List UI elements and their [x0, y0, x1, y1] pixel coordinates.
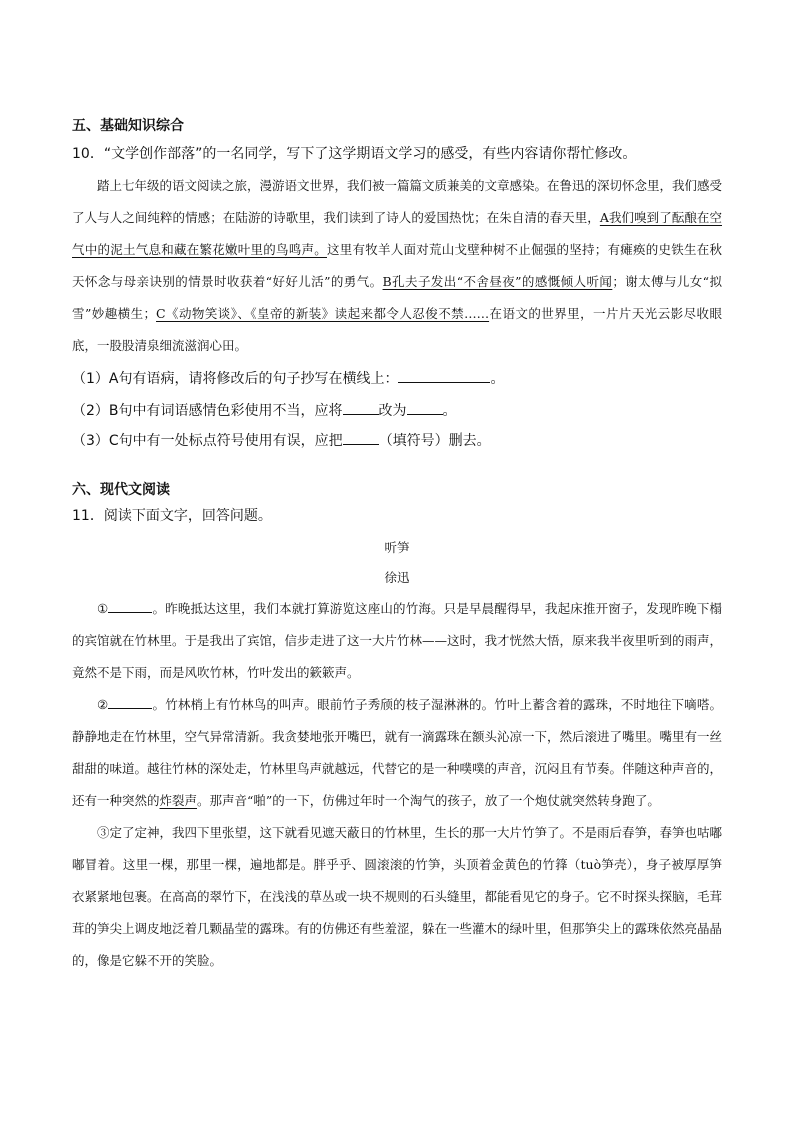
article-paragraph-3 [72, 817, 722, 977]
article-body [72, 593, 722, 977]
article-title: 听笋 [384, 540, 410, 555]
article-paragraph-1 [72, 593, 722, 689]
paragraph-text: ③定了定神，我四下里张望，这下就看见遮天蔽日的竹林里，生长的那一大片竹笋了。不是雨后春笋，春笋也咕嘟嘟冒着。这里一棵，那里一棵，遍地都是。胖乎乎、圆滚滚的竹笋，头顶着金黄色的竹箨（tuò笋壳），身子被厚厚笋衣紧紧地包裹。在高高的翠竹下，在浅浅的草丛或一块不规则的石头缝里，都能看见它的身子。它不时探头探脑，毛茸茸的笋尖上调皮地泛着几颗晶莹的露珠。有的仿佛还有些羞涩，躲在一些灌木的绿叶里，但那笋尖上的露珠依然亮晶晶的，像是它躲不开的笑脸。 [72, 825, 723, 968]
article-author: 徐迅 [384, 570, 410, 585]
paragraph-text: 。竹林梢上有竹林鸟的叫声。眼前竹子秀颀的枝子湿淋淋的。竹叶上蓄含着的露珠，不时地往下嘀嗒。静静地走在竹林里，空气异常清新。我贪婪地张开嘴巴，就有一滴露珠在额头沁凉一下，然后滚进了嘴里。嘴里有一丝甜甜的味道。越往竹林的深处走，竹林里鸟声就越远，代替它的是一种噗噗的声音，沉闷且有节奏。伴随这种声音的，还有一种突然的 [72, 697, 723, 808]
underlined-word-burst-sound: 炸裂声 [159, 793, 198, 808]
answer-blank-3[interactable] [343, 430, 379, 445]
passage-paragraph [72, 170, 722, 362]
punctuation: 。 [490, 371, 505, 387]
article-paragraph-2 [72, 689, 722, 817]
section-heading-basic-knowledge: 五、基础知识综合 [72, 118, 184, 134]
passage-text: ；谢太傅与儿女“拟雪”妙趣横生； [72, 274, 722, 321]
sub-question-3-text: （填符号）删去。 [378, 433, 491, 449]
sentence-b: B孔夫子发出“不舍昼夜”的感慨倾人听闻 [382, 274, 613, 289]
answer-blank-para-2[interactable] [108, 694, 152, 709]
sentence-c: C《动物笑谈》、《皇帝的新装》读起来都令人忍俊不禁…… [156, 306, 490, 321]
paragraph-text: 。那声音“啪”的一下，仿佛过年时一个淘气的孩子，放了一个炮仗就突然转身跑了。 [197, 793, 660, 808]
sub-question-3 [72, 430, 491, 451]
answer-blank-2a[interactable] [343, 400, 379, 415]
question-10-stem: 10．“文学创作部落”的一名同学，写下了这学期语文学习的感受，有些内容请你帮忙修改。 [72, 146, 637, 162]
answer-blank-1[interactable] [398, 368, 490, 383]
passage-text: 这里有牧羊人面对荒山戈壁种树不止倔强的坚持；有瘫痪的史铁生在秋天怀念与母亲诀别的情景时收获着“好好儿活”的勇气。 [72, 242, 722, 289]
question-11-stem: 11．阅读下面文字，回答问题。 [72, 508, 272, 524]
sub-question-1 [72, 368, 504, 389]
answer-blank-2b[interactable] [407, 400, 443, 415]
section-heading-modern-reading: 六、现代文阅读 [72, 482, 170, 498]
sub-question-3-text: （3）C句中有一处标点符号使用有误，应把 [72, 433, 343, 449]
sub-question-2-text: 改为 [378, 403, 407, 419]
passage-text: 踏上七年级的语文阅读之旅，漫游语文世界，我们被一篇篇文质兼美的文章感染。在鲁迅的深切怀念里，我们感受了人与人之间纯粹的情感；在陆游的诗歌里，我们读到了诗人的爱国热忱；在朱自清的春天里， [72, 178, 723, 225]
paragraph-number: ② [97, 697, 109, 712]
paragraph-number: ① [97, 601, 109, 616]
sub-question-1-text: （1）A句有语病，请将修改后的句子抄写在横线上： [72, 371, 399, 387]
sub-question-2 [72, 400, 457, 421]
answer-blank-para-1[interactable] [108, 598, 152, 613]
passage-text: 在语文的世界里，一片片天光云影尽收眼底，一股股清泉细流滋润心田。 [72, 306, 722, 353]
sentence-a: A我们嗅到了酝酿在空气中的泥土气息和藏在繁花嫩叶里的鸟鸣声。 [72, 210, 722, 257]
question-10-passage [72, 170, 722, 362]
sub-question-2-text: （2）B句中有词语感情色彩使用不当，应将 [72, 403, 343, 419]
paragraph-text: 。昨晚抵达这里，我们本就打算游览这座山的竹海。只是早晨醒得早，我起床推开窗子，发现昨晚下榻的宾馆就在竹林里。于是我出了宾馆，信步走进了这一大片竹林——这时，我才恍然大悟，原来我半夜里听到的雨声，竟然不是下雨，而是风吹竹林，竹叶发出的簌簌声。 [72, 601, 723, 680]
punctuation: 。 [442, 403, 457, 419]
